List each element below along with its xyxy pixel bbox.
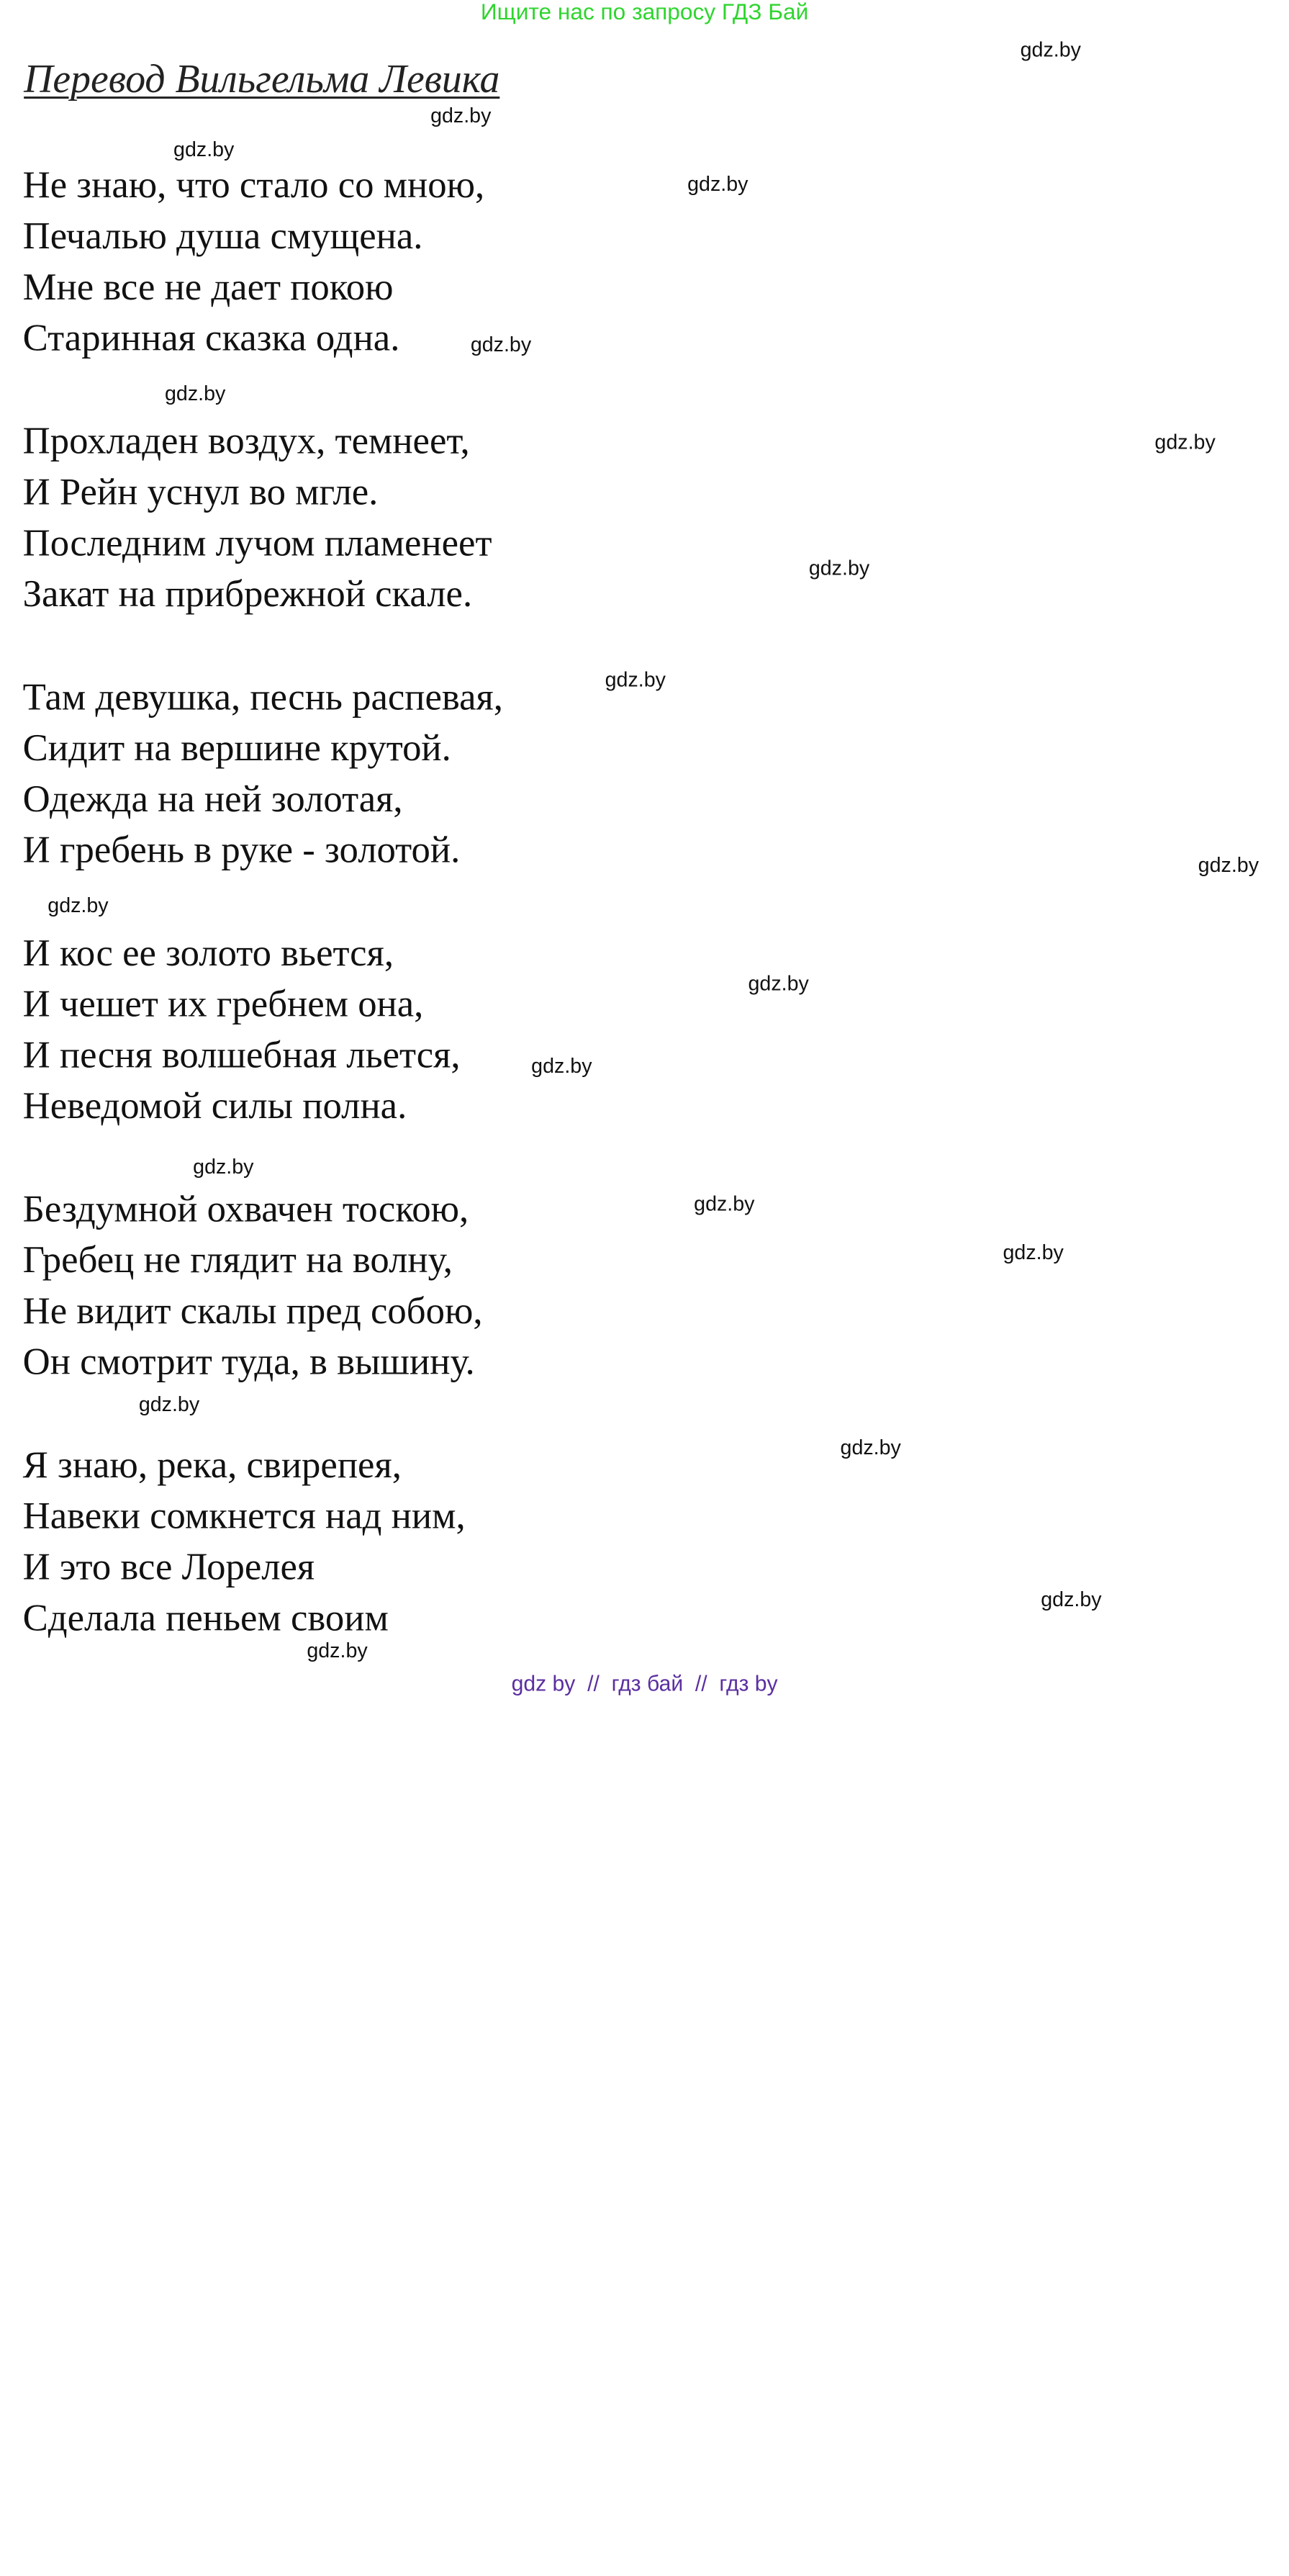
watermark: gdz.by (48, 894, 109, 918)
watermark: gdz.by (1003, 1241, 1064, 1265)
watermark: gdz.by (748, 973, 809, 996)
watermark: gdz.by (173, 138, 235, 162)
poem-line: И это все Лорелея (22, 1545, 315, 1588)
poem-line: Сделала пеньем своим (22, 1596, 389, 1639)
poem-line: И песня волшебная льется, (22, 1033, 461, 1076)
poem-line: Последним лучом пламенеет (22, 521, 492, 564)
poem-line: Бездумной охвачен тоскою, (22, 1187, 469, 1230)
watermark: gdz.by (694, 1193, 755, 1216)
watermark: gdz.by (1020, 39, 1081, 62)
poem-line: Навеки сомкнется над ним, (22, 1494, 466, 1537)
watermark: gdz.by (808, 557, 870, 580)
poem-line: Он смотрит туда, в вышину. (22, 1341, 475, 1383)
watermark: gdz.by (193, 1156, 254, 1179)
search-banner[interactable]: Ищите нас по запросу ГДЗ Бай (480, 0, 809, 25)
watermark: gdz.by (1041, 1589, 1102, 1612)
poem-line: И чешет их гребнем она, (22, 982, 424, 1025)
poem-line: И гребень в руке - золотой. (22, 828, 461, 871)
watermark: gdz.by (1198, 855, 1259, 878)
watermark: gdz.by (470, 334, 532, 357)
watermark: gdz.by (164, 382, 226, 406)
footer-links[interactable]: gdz by // гдз бай // гдз by (511, 1672, 778, 1697)
watermark: gdz.by (307, 1639, 368, 1663)
poem-line: Неведомой силы полна. (22, 1084, 407, 1127)
poem-line: Я знаю, река, свирепея, (22, 1444, 402, 1486)
poem-line: Не видит скалы пред собою, (22, 1289, 483, 1332)
watermark: gdz.by (430, 105, 492, 128)
poem-line: Не знаю, что стало со мною, (22, 163, 485, 207)
poem-line: Прохладен воздух, темнеет, (22, 420, 470, 462)
poem-line: Сидит на вершине крутой. (22, 726, 451, 770)
poem-line: Мне все не дает покою (22, 266, 394, 308)
poem-line: Гребец не глядит на волну, (22, 1238, 453, 1282)
watermark: gdz.by (1154, 431, 1216, 455)
poem-line: И кос ее золото вьется, (22, 932, 394, 974)
poem-line: Одежда на ней золотая, (22, 778, 403, 820)
watermark: gdz.by (687, 174, 748, 197)
translation-title: Перевод Вильгельма Левика (24, 57, 500, 102)
poem-line: И Рейн уснул во мгле. (22, 470, 379, 513)
poem-line: Печалью душа смущена. (22, 215, 423, 258)
watermark: gdz.by (138, 1393, 200, 1417)
watermark: gdz.by (605, 669, 666, 693)
poem-line: Старинная сказка одна. (22, 316, 400, 359)
watermark: gdz.by (840, 1437, 901, 1460)
poem-line: Закат на прибрежной скале. (22, 572, 473, 616)
poem-line: Там девушка, песнь распевая, (22, 675, 503, 719)
watermark: gdz.by (531, 1055, 592, 1078)
